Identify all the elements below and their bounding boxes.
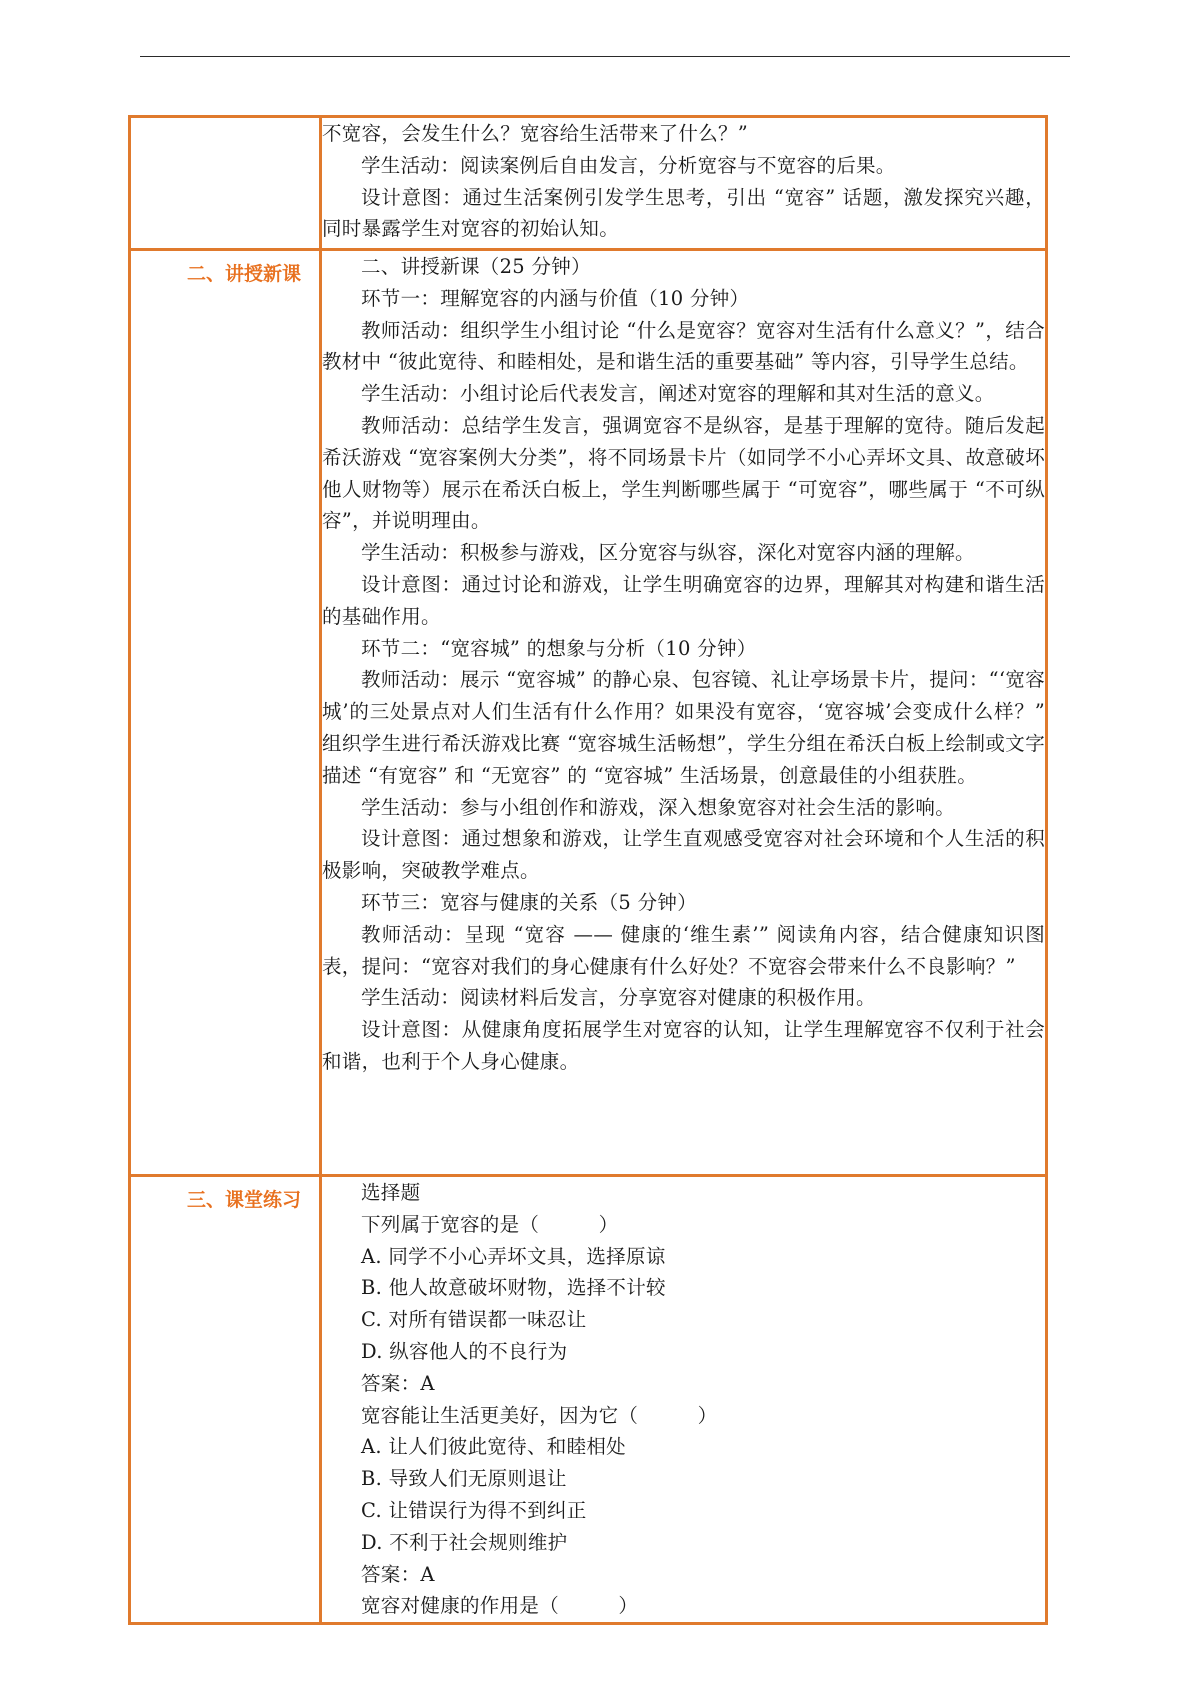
option-a: A. 同学不小心弄坏文具，选择原谅 [361, 1244, 666, 1268]
option-a: A. 让人们彼此宽待、和睦相处 [361, 1435, 626, 1459]
answer: 答案：A [361, 1371, 435, 1395]
section-content-cell [321, 1176, 1047, 1624]
option-c: C. 让错误行为得不到纠正 [361, 1498, 587, 1522]
paragraph: 设计意图：通过想象和游戏，让学生直观感受宽容对社会环境和个人生活的积极影响，突破教学难点。 [322, 827, 1045, 883]
question-heading: 选择题 [361, 1181, 421, 1204]
option-d: D. 纵容他人的不良行为 [361, 1339, 568, 1363]
section-content-cell [321, 117, 1047, 250]
question-text: 宽容能让生活更美好，因为它（ ） [361, 1403, 718, 1427]
paragraph: 教师活动：展示 “宽容城” 的静心泉、包容镜、礼让亭场景卡片，提问：“‘宽容城’的三处景点对人们生活有什么作用？如果没有宽容，‘宽容城’会变成什么样？” 组织学生进行希沃游戏比赛 “宽容城生活畅想”，学生分组在希沃白板上绘制或文字描述 “有宽容” 和 “无宽容” 的 “宽容城” 生活场景，创意最佳的小组获胜。 [322, 668, 1045, 787]
paragraph: 学生活动：小组讨论后代表发言，阐述对宽容的理解和其对生活的意义。 [361, 382, 995, 406]
section-label-cell [130, 117, 321, 250]
header-rule [140, 56, 1070, 57]
answer: 答案：A [361, 1562, 435, 1586]
paragraph: 教师活动：总结学生发言，强调宽容不是纵容，是基于理解的宽待。随后发起希沃游戏 “宽容案例大分类”，将不同场景卡片（如同学不小心弄坏文具、故意破坏他人财物等）展示在希沃白板上，学生判断哪些属于 “可宽容”，哪些属于 “不可纵容”，并说明理由。 [322, 413, 1045, 533]
paragraph: 设计意图：通过讨论和游戏，让学生明确宽容的边界，理解其对构建和谐生活的基础作用。 [322, 572, 1045, 628]
paragraph: 环节三：宽容与健康的关系（5 分钟） [361, 890, 698, 914]
table-row [130, 1176, 1047, 1624]
paragraph: 学生活动：参与小组创作和游戏，深入想象宽容对社会生活的影响。 [361, 795, 956, 819]
lesson-plan-table [128, 115, 1048, 1625]
paragraph: 设计意图：通过生活案例引发学生思考，引出 “宽容” 话题，激发探究兴趣，同时暴露学生对宽容的初始认知。 [322, 185, 1045, 241]
table-row [130, 117, 1047, 250]
paragraph: 学生活动：阅读案例后自由发言，分析宽容与不宽容的后果。 [361, 153, 896, 177]
option-b: B. 他人故意破坏财物，选择不计较 [361, 1276, 666, 1300]
paragraph: 环节二：“宽容城” 的想象与分析（10 分钟） [361, 636, 757, 660]
question-text: 宽容对健康的作用是（ ） [361, 1594, 639, 1618]
paragraph: 设计意图：从健康角度拓展学生对宽容的认知，让学生理解宽容不仅利于社会和谐，也利于个人身心健康。 [322, 1018, 1045, 1073]
section-label-new-lesson: 二、讲授新课 [186, 263, 301, 285]
paragraph: 学生活动：积极参与游戏，区分宽容与纵容，深化对宽容内涵的理解。 [361, 541, 975, 565]
option-d: D. 不利于社会规则维护 [361, 1530, 568, 1554]
paragraph: 环节一：理解宽容的内涵与价值（10 分钟） [361, 286, 750, 310]
table-row [130, 250, 1047, 1176]
option-c: C. 对所有错误都一味忍让 [361, 1308, 587, 1332]
paragraph: 教师活动：呈现 “宽容 —— 健康的‘维生素’” 阅读角内容，结合健康知识图表，提问：“宽容对我们的身心健康有什么好处？不宽容会带来什么不良影响？” [322, 922, 1045, 978]
section-label-cell [130, 1176, 321, 1624]
section-content-cell [321, 250, 1047, 1176]
question-text: 下列属于宽容的是（ ） [361, 1212, 619, 1236]
paragraph: 不宽容，会发生什么？宽容给生活带来了什么？” [322, 122, 749, 145]
paragraph: 教师活动：组织学生小组讨论 “什么是宽容？宽容对生活有什么意义？”，结合教材中 “彼此宽待、和睦相处，是和谐生活的重要基础” 等内容，引导学生总结。 [322, 318, 1045, 374]
section-label-cell [130, 250, 321, 1176]
paragraph: 学生活动：阅读材料后发言，分享宽容对健康的积极作用。 [361, 986, 876, 1010]
paragraph: 二、讲授新课（25 分钟） [361, 255, 591, 278]
option-b: B. 导致人们无原则退让 [361, 1467, 567, 1491]
section-label-practice: 三、课堂练习 [186, 1189, 301, 1211]
